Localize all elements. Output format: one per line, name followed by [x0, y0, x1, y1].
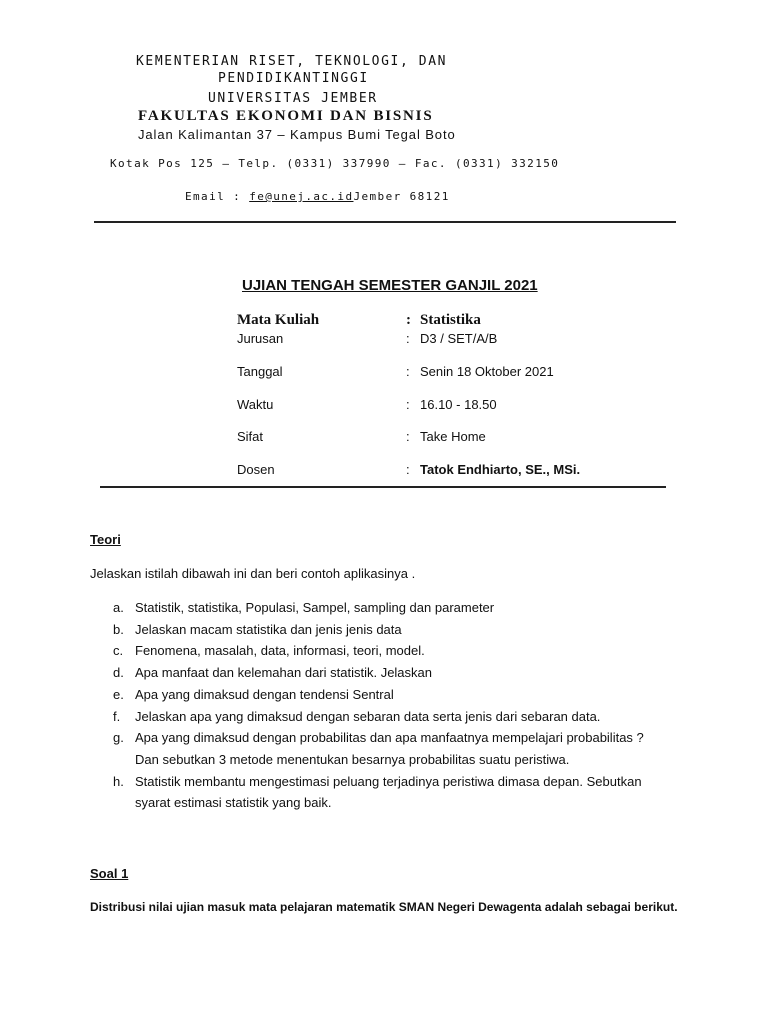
- detail-value-department: D3 / SET/A/B: [420, 331, 498, 346]
- section-heading-teori: Teori: [90, 532, 121, 547]
- question-text: Statistik, statistika, Populasi, Sampel, sampling dan parameter: [135, 600, 495, 615]
- teori-intro: Jelaskan istilah dibawah ini dan beri contoh aplikasinya .: [90, 566, 416, 581]
- faculty-name: FAKULTAS EKONOMI DAN BISNIS: [138, 108, 434, 124]
- question-text-line-1: Apa yang dimaksud dengan probabilitas dan apa manfaatnya mempelajari probabilitas ?: [135, 730, 644, 746]
- detail-label-department: Jurusan: [237, 331, 284, 346]
- question-item: [90, 619, 690, 641]
- question-item: [90, 597, 690, 619]
- ministry-line-2: PENDIDIKANTINGGI: [218, 71, 369, 86]
- detail-value-nature: Take Home: [420, 429, 486, 444]
- question-marker: e.: [113, 686, 124, 702]
- question-text: Fenomena, masalah, data, informasi, teori, model.: [135, 643, 425, 659]
- question-item: [90, 662, 690, 684]
- question-marker: f.: [113, 708, 121, 724]
- exam-title: UJIAN TENGAH SEMESTER GANJIL 2021: [242, 277, 538, 294]
- question-text: Jelaskan apa yang dimaksud dengan sebaran data serta jenis dari sebaran data.: [135, 708, 601, 724]
- detail-label-date: Tanggal: [237, 364, 283, 379]
- detail-colon-nature: :: [406, 429, 410, 444]
- question-marker: b.: [113, 621, 124, 637]
- detail-colon-lecturer: :: [406, 462, 410, 477]
- question-text-line-2: syarat estimasi statistik yang baik.: [135, 795, 332, 811]
- question-marker: h.: [113, 773, 124, 789]
- question-item: [90, 684, 690, 706]
- question-text-line-2: Dan sebutkan 3 metode menentukan besarnya probabilitas suatu peristiwa.: [135, 751, 570, 767]
- email-line: [185, 190, 450, 203]
- question-item: [90, 727, 690, 770]
- detail-label-lecturer: Dosen: [237, 462, 275, 477]
- section-heading-soal-1: Soal 1: [90, 866, 129, 881]
- detail-value-course: Statistika: [420, 312, 481, 328]
- ministry-line-1: KEMENTERIAN RISET, TEKNOLOGI, DAN: [136, 54, 448, 69]
- question-marker: c.: [113, 643, 124, 659]
- detail-value-time: 16.10 - 18.50: [420, 397, 497, 412]
- detail-value-lecturer: Tatok Endhiarto, SE., MSi.: [420, 462, 581, 477]
- email-label: Email :: [185, 190, 250, 203]
- question-item: [90, 640, 690, 662]
- question-text: Apa manfaat dan kelemahan dari statistik. Jelaskan: [135, 665, 433, 681]
- contact-line: Kotak Pos 125 – Telp. (0331) 337990 – Fac. (0331) 332150: [110, 157, 560, 170]
- detail-colon-course: :: [406, 312, 411, 328]
- teori-question-list: [90, 597, 690, 814]
- email-link[interactable]: fe@unej.ac.id: [249, 190, 354, 203]
- question-text: Jelaskan macam statistika dan jenis jenis data: [135, 621, 402, 637]
- question-text-line-1: Statistik membantu mengestimasi peluang terjadinya peristiwa dimasa depan. Sebutkan: [135, 773, 642, 789]
- detail-label-time: Waktu: [237, 397, 274, 412]
- detail-colon-department: :: [406, 331, 410, 346]
- university-name: UNIVERSITAS JEMBER: [208, 91, 378, 106]
- question-text: Apa yang dimaksud dengan tendensi Sentral: [135, 686, 394, 702]
- letterhead-divider: [94, 221, 676, 223]
- question-item: [90, 706, 690, 728]
- detail-colon-time: :: [406, 397, 410, 412]
- city-postcode: Jember 68121: [353, 190, 450, 203]
- question-marker: a.: [113, 600, 124, 615]
- question-marker: d.: [113, 665, 124, 681]
- detail-label-course: Mata Kuliah: [237, 312, 320, 328]
- detail-label-nature: Sifat: [237, 429, 264, 444]
- detail-colon-date: :: [406, 364, 410, 379]
- address-line: Jalan Kalimantan 37 – Kampus Bumi Tegal Boto: [138, 127, 456, 142]
- question-item: [90, 771, 690, 814]
- detail-value-date: Senin 18 Oktober 2021: [420, 364, 554, 379]
- question-marker: g.: [113, 730, 124, 746]
- details-divider: [100, 486, 666, 488]
- soal-1-text: Distribusi nilai ujian masuk mata pelajaran matematik SMAN Negeri Dewagenta adalah sebagai berikut.: [90, 900, 678, 914]
